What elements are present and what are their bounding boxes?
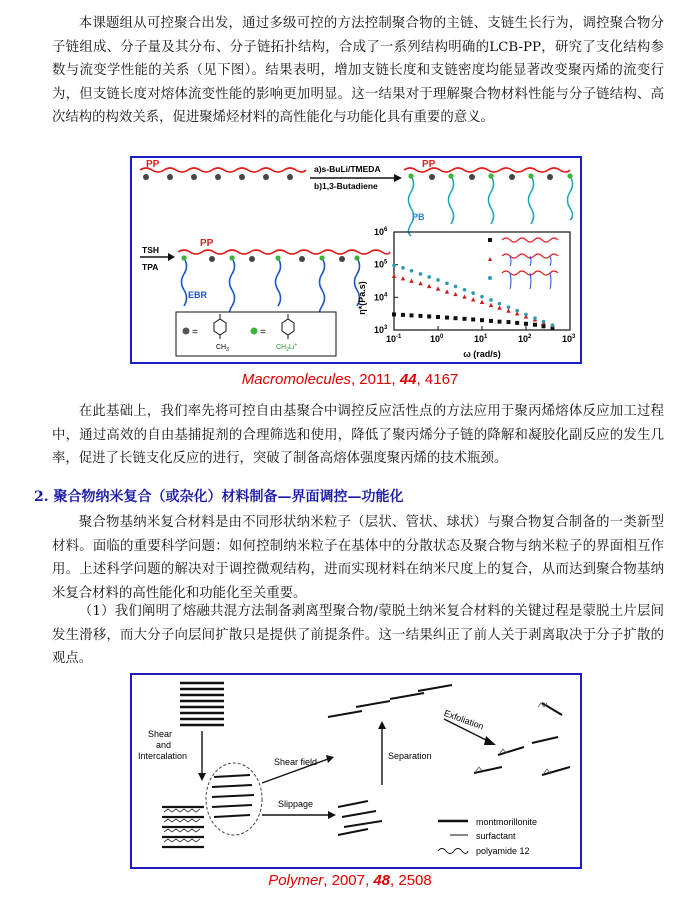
slipping-layers: [212, 775, 254, 817]
data-point-circle: [480, 295, 484, 299]
pp-chain-bottom: [178, 250, 390, 254]
data-point-circle: [507, 305, 511, 309]
legend-montmorillonite: montmorillonite: [476, 817, 538, 827]
data-point-triangle: [418, 281, 422, 285]
y-tick-label: $10^3$: [374, 325, 388, 335]
label-shear: Shear: [148, 729, 173, 739]
label-step-b: b)1,3-Butadiene: [314, 181, 378, 191]
viscosity-chart: [357, 227, 576, 359]
x-tick-label: $10^2$: [518, 334, 532, 344]
x-tick-label: $10^0$: [430, 334, 444, 344]
data-point-circle: [524, 313, 528, 317]
separated-layers-lower: [338, 801, 382, 835]
data-point-circle: [498, 302, 502, 306]
data-point-triangle: [401, 276, 405, 280]
label-pp-bottom: PP: [200, 238, 214, 249]
legend-polyamide: polyamide 12: [476, 846, 530, 856]
paragraph-1: 本课题组从可控聚合出发，通过多级可控的方法控制聚合物的主链、支链生长行为，调控聚合物分子链组成、分子量及其分布、分子链拓扑结构，合成了一系列结构明确的LCB-PP，研究了支化结构参数与流变学性能的关系（见下图）。结果表明，增加支链长度和支链密度均能显著改变聚丙烯的流变行为，但支链长度对熔体流变性能的影响更加明显。这一结果对于理解聚合物材料性能与分子链结构、高次结构的构效关系，促进聚烯烃材料的高性能化与功能化具有重要的意义。: [52, 16, 664, 125]
data-point-circle: [410, 269, 414, 273]
data-point-square: [427, 314, 431, 318]
data-point-square: [454, 316, 458, 320]
data-point-square: [436, 315, 440, 319]
data-point-triangle: [462, 294, 466, 298]
legend-marker-circle: [488, 276, 492, 280]
data-point-triangle: [471, 297, 475, 301]
label-slippage: Slippage: [278, 799, 314, 809]
data-point-circle: [401, 266, 405, 270]
pendant-groups-top-left: [143, 174, 293, 180]
label-separation: Separation: [388, 751, 432, 761]
legend-surfactant: surfactant: [476, 831, 516, 841]
data-point-circle: [419, 272, 423, 276]
data-point-circle: [533, 316, 537, 320]
figure1-caption: Macromolecules, 2011, 44, 4167: [241, 371, 459, 388]
figure2-legend: [438, 817, 537, 856]
chart-ylabel: η*(Pa.s): [357, 281, 367, 315]
data-point-triangle: [506, 308, 510, 312]
data-point-triangle: [436, 286, 440, 290]
data-point-circle: [436, 278, 440, 282]
equals-2: =: [260, 327, 266, 338]
data-point-triangle: [480, 300, 484, 304]
y-tick-label: $10^4$: [374, 292, 388, 303]
label-ebr: EBR: [188, 290, 208, 300]
label-step-a: a)s-BuLi/TMEDA: [314, 164, 381, 174]
label-ch2li: $CH_2Li^+$: [276, 342, 298, 353]
label-tsh: TSH: [142, 245, 159, 255]
data-point-square: [401, 313, 405, 317]
data-point-square: [462, 317, 466, 321]
data-point-triangle: [497, 306, 501, 310]
data-point-circle: [489, 298, 493, 302]
data-point-circle: [445, 281, 449, 285]
data-point-triangle: [392, 274, 396, 278]
data-point-circle: [551, 323, 555, 327]
data-point-triangle: [489, 303, 493, 307]
data-point-circle: [454, 285, 458, 289]
data-point-square: [524, 322, 528, 326]
figure-lcb-pp-svg: [132, 158, 580, 362]
figure-exfoliation-svg: [132, 675, 580, 867]
paragraph-3: 聚合物基纳米复合材料是由不同形状纳米粒子（层状、管状、球状）与聚合物复合制备的一类新型材料。面临的重要科学问题：如何控制纳米粒子在基体中的分散状态及聚合物与纳米粒子的界面相互作用。上述科学问题的解决对于调控微观结构，进而实现材料在纳米尺度上的复合，从而达到聚合物基纳米复合材料的高性能化和功能化至关重要。: [52, 515, 664, 601]
label-shear-field: Shear field: [274, 757, 318, 767]
separated-layers-upper: [328, 685, 452, 717]
data-point-circle: [427, 275, 431, 279]
data-point-square: [471, 317, 475, 321]
data-point-triangle: [445, 289, 449, 293]
label-pp-top-left: PP: [146, 159, 160, 170]
ebr-branches: [182, 258, 360, 318]
data-point-square: [489, 319, 493, 323]
legend-marker-square: [488, 238, 492, 242]
data-point-triangle: [427, 284, 431, 288]
y-tick-label: $10^5$: [374, 259, 388, 270]
pb-branches: [409, 176, 573, 236]
equals-1: =: [192, 327, 198, 338]
data-point-square: [506, 320, 510, 324]
data-point-square: [392, 312, 396, 316]
label-exfoliation: Exfoliation: [442, 707, 486, 732]
chart-x-ticks: [386, 326, 576, 344]
figure-exfoliation: [130, 673, 582, 869]
data-point-square: [498, 320, 502, 324]
data-point-circle: [542, 320, 546, 324]
data-point-square: [445, 316, 449, 320]
data-point-square: [480, 318, 484, 322]
pp-chain-top-left: [140, 168, 306, 172]
paragraph-4: （1）我们阐明了熔融共混方法制备剥离型聚合物/蒙脱土纳米复合材料的关键过程是蒙脱土片层间发生滑移，而大分子向层间扩散只是提供了前提条件。这一结果纠正了前人关于剥离取决于分子扩散的观点。: [52, 604, 664, 666]
data-point-square: [410, 313, 414, 317]
data-point-triangle: [453, 292, 457, 296]
y-tick-label: $10^6$: [374, 227, 388, 237]
label-tpa: TPA: [142, 262, 159, 272]
label-ch3: $CH_3$: [216, 344, 229, 353]
x-tick-label: $10^1$: [474, 334, 488, 344]
data-point-square: [542, 324, 546, 328]
x-tick-label: $10^{-1}$: [386, 334, 402, 344]
data-point-square: [418, 314, 422, 318]
data-point-circle: [515, 309, 519, 313]
chart-xlabel: ω (rad/s): [463, 349, 501, 359]
data-point-triangle: [409, 279, 413, 283]
label-pb: PB: [412, 212, 425, 222]
figure-lcb-pp: [130, 156, 582, 364]
legend-marker-triangle: [488, 257, 492, 261]
data-point-square: [515, 321, 519, 325]
label-intercalation: Intercalation: [138, 751, 188, 761]
section-heading: 2. 聚合物纳米复合（或杂化）材料制备—界面调控—功能化: [34, 489, 404, 505]
data-point-circle: [471, 291, 475, 295]
chart-legend: [488, 238, 558, 289]
data-point-circle: [463, 288, 467, 292]
paragraph-2: 在此基础上，我们率先将可控自由基聚合中调控反应活性点的方法应用于聚丙烯熔体反应加工过程中，通过高效的自由基捕捉剂的合理筛选和使用，降低了聚丙烯分子链的降解和凝胶化副反应的发生几率，促进了长链支化反应的进行，突破了制备高熔体强度聚丙烯的技术瓶颈。: [52, 404, 664, 466]
figure2-caption: Polymer, 2007, 48, 2508: [268, 872, 432, 889]
label-pp-top-right: PP: [422, 159, 436, 170]
clay-stack: [180, 683, 224, 725]
x-tick-label: $10^3$: [562, 334, 576, 344]
label-and: and: [156, 740, 172, 750]
data-point-circle: [392, 264, 396, 268]
data-point-square: [533, 323, 537, 327]
